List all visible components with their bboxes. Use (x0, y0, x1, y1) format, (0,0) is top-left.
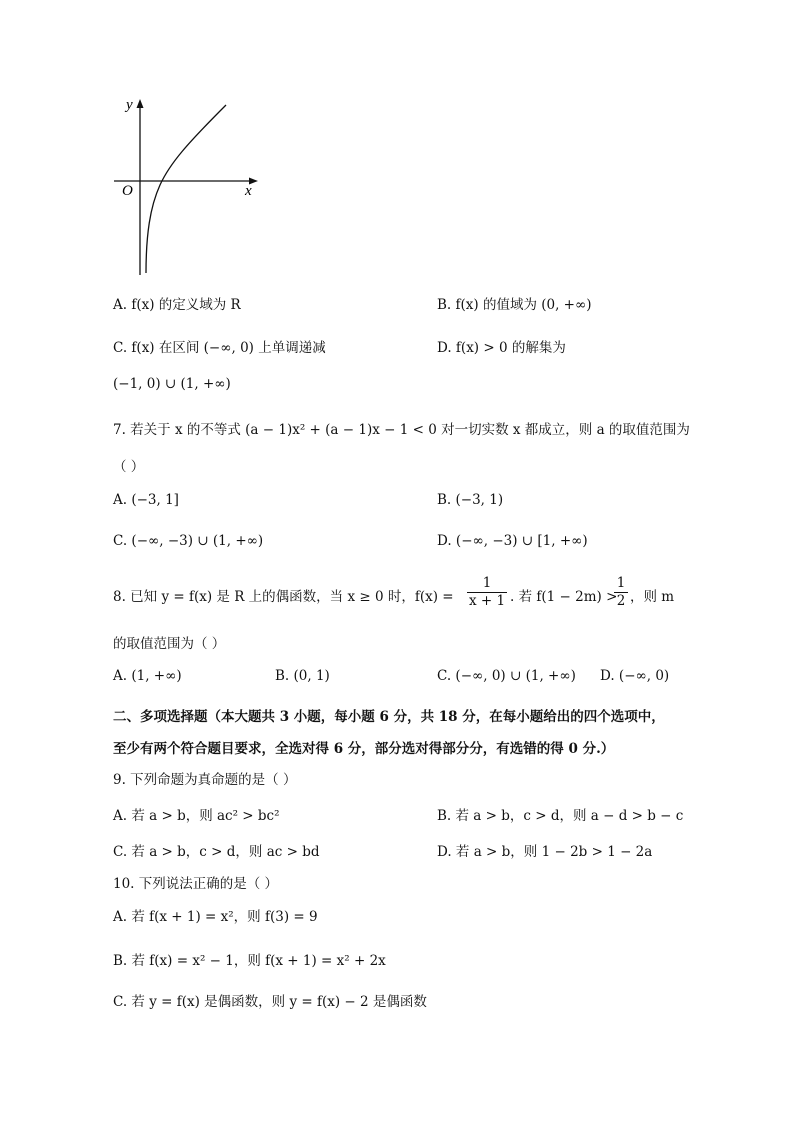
function-curve (146, 105, 226, 273)
q7-option-a: A. (−3, 1] (113, 492, 179, 508)
q8-stem-line2: 的取值范围为（ ） (113, 636, 226, 652)
q8-half-denominator: 2 (616, 593, 626, 609)
origin-label: O (122, 183, 133, 199)
q10-option-b: B. 若 f(x) = x² − 1，则 f(x + 1) = x² + 2x (113, 953, 386, 969)
q6-option-a: A. f(x) 的定义域为 R (113, 297, 241, 313)
q8-fraction-denominator: x + 1 (468, 593, 506, 609)
q9-stem: 9. 下列命题为真命题的是（ ） (113, 772, 297, 788)
q10-option-a: A. 若 f(x + 1) = x²，则 f(3) = 9 (113, 909, 318, 925)
q7-answer-paren: （ ） (113, 459, 145, 475)
q7-option-b: B. (−3, 1) (437, 492, 504, 508)
section2-heading-line1: 二、多项选择题（本大题共 3 小题，每小题 6 分，共 18 分，在每小题给出的四个选项中， (113, 709, 665, 725)
q8-fraction (467, 575, 507, 610)
y-axis-arrow (137, 99, 144, 108)
q9-option-c: C. 若 a > b，c > d，则 ac > bd (113, 844, 320, 860)
q9-option-d: D. 若 a > b，则 1 − 2b > 1 − 2a (437, 844, 653, 860)
q8-stem-part2: . 若 f(1 − 2m) > (510, 589, 618, 605)
q8-half (614, 575, 628, 610)
function-graph (108, 95, 268, 280)
q8-option-c: C. (−∞, 0) ∪ (1, +∞) (437, 668, 576, 684)
q8-option-a: A. (1, +∞) (113, 668, 182, 684)
q10-option-c: C. 若 y = f(x) 是偶函数，则 y = f(x) − 2 是偶函数 (113, 994, 427, 1010)
q6-option-d: D. f(x) > 0 的解集为 (437, 340, 566, 356)
q6-option-d-continued: (−1, 0) ∪ (1, +∞) (113, 376, 231, 392)
x-axis-label: x (245, 183, 252, 199)
q10-stem: 10. 下列说法正确的是（ ） (113, 876, 279, 892)
q6-option-b: B. f(x) 的值域为 (0, +∞) (437, 297, 592, 313)
q6-option-c: C. f(x) 在区间 (−∞, 0) 上单调递减 (113, 340, 326, 356)
q7-stem: 7. 若关于 x 的不等式 (a − 1)x² + (a − 1)x − 1 < 0 对一切实数 x 都成立，则 a 的取值范围为 (113, 422, 690, 438)
q8-fraction-numerator: 1 (467, 575, 507, 593)
q8-stem-part1: 8. 已知 y = f(x) 是 R 上的偶函数，当 x ≥ 0 时，f(x) = (113, 589, 454, 605)
q8-half-numerator: 1 (614, 575, 628, 593)
q7-option-c: C. (−∞, −3) ∪ (1, +∞) (113, 533, 264, 549)
q8-stem-part3: ，则 m (630, 589, 675, 605)
q8-option-d: D. (−∞, 0) (600, 668, 670, 684)
q9-option-a: A. 若 a > b，则 ac² > bc² (113, 808, 280, 824)
q7-option-d: D. (−∞, −3) ∪ [1, +∞) (437, 533, 588, 549)
y-axis-label: y (126, 97, 133, 113)
q8-option-b: B. (0, 1) (275, 668, 330, 684)
q9-option-b: B. 若 a > b，c > d，则 a − d > b − c (437, 808, 684, 824)
section2-heading-line2: 至少有两个符合题目要求，全选对得 6 分，部分选对得部分分，有选错的得 0 分.） (113, 741, 615, 757)
